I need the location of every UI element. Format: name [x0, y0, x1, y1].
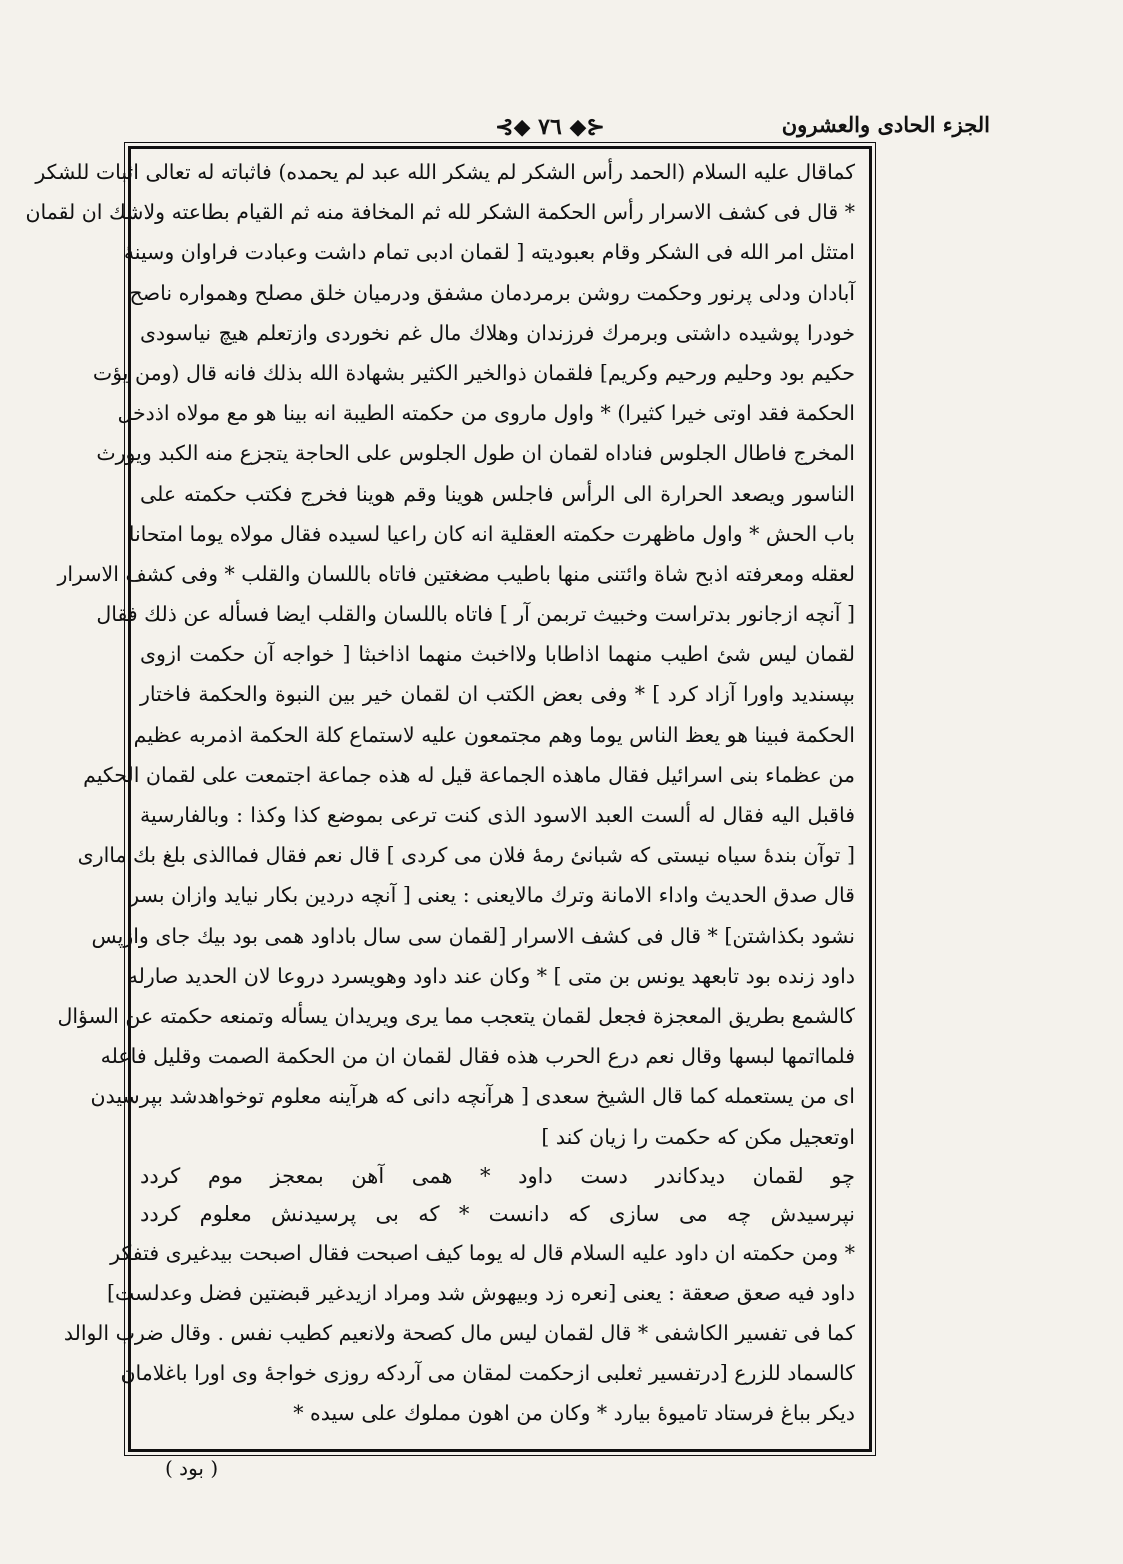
text-line: قال صدق الحديث واداء الامانة وترك مالايعنى : يعنى [ آنچه دردين بكار نيايد وازان بسر: [129, 883, 855, 908]
catchword: ( بود ): [165, 1456, 219, 1480]
text-line: * ومن حكمته ان داود عليه السلام قال له يوما كيف اصبحت فقال اصبحت بيدغيرى فتفكر: [110, 1240, 855, 1265]
text-line: آبادان ودلى پرنور وحكمت روشن برمردمان مشفق ودرميان خلق مصلح وهمواره ناصح: [129, 280, 855, 305]
text-line: الحكمة فبينا هو يعظ الناس يوما وهم مجتمعون عليه لاستماع كلة الحكمة اذمربه عظيم: [133, 722, 855, 747]
text-line: [ توآن بندهٔ سياه نيستى كه شبانئ رمهٔ فلان مى كردى ] قال نعم فقال فماالذى بلغ بك ماارى: [77, 843, 855, 868]
text-line: من عظماء بنى اسرائيل فقال ماهذه الجماعة قيل له هذه جماعة اجتمعت على لقمان الحكيم: [83, 762, 855, 787]
text-line: داود فيه صعق صعقة : يعنى [نعره زد وبيهوش شد ومراد ازيدغير قبضتين فضل وعدلست]: [106, 1280, 855, 1305]
text-line: اى من يستعمله كما قال الشيخ سعدى [ هرآنچه دانى كه هرآينه معلوم توخواهدشد بپرسيدن: [90, 1084, 855, 1109]
text-line: لقمان ليس شئ اطيب منهما اذاطابا ولااخبث منهما اذاخبثا [ خواجه آن حكمت ازوى: [140, 642, 855, 667]
text-line: داود زنده بود تابعهد يونس بن متى ] * وكان عند داود وهويسرد دروعا لان الحديد صارله: [127, 963, 855, 988]
text-line: فلمااتمها لبسها وقال نعم درع الحرب هذه فقال لقمان ان من الحكمة الصمت وقليل فاعله: [100, 1044, 855, 1069]
text-line: كالسماد للزرع [درتفسير ثعلبى ازحكمت لمقان مى آردكه روزى خواجهٔ وى اورا باغلامان: [120, 1361, 855, 1386]
text-line: * قال فى كشف الاسرار رأس الحكمة الشكر لله ثم المخافة منه ثم القيام بطاعته ولاشك ان لقمان: [25, 200, 855, 225]
text-line: كماقال عليه السلام (الحمد رأس الشكر لم يشكر الله عبد لم يحمده) فاثباته له تعالى اثبات للشكر: [35, 160, 855, 184]
text-line: كما فى تفسير الكاشفى * قال لقمان ليس مال كصحة ولانعيم كطيب نفس . وقال ضرب الوالد: [63, 1321, 855, 1346]
text-line: ديكر بباغ فرستاد تاميوهٔ بيارد * وكان من اهون مملوك على سيده *: [293, 1401, 855, 1426]
text-line: باب الحش * واول ماظهرت حكمته العقلية انه كان راعيا لسيده فقال مولاه يوما امتحانا: [128, 521, 855, 546]
text-line: فاقبل اليه فقال له ألست العبد الاسود الذى كنت ترعى بموضع كذا وكذا : وبالفارسية: [140, 803, 855, 827]
text-line: اوتعجيل مكن كه حكمت را زيان كند ]: [541, 1124, 855, 1149]
text-line: كالشمع بطريق المعجزة فجعل لقمان يتعجب مما يرى ويريدان يسأله وتمنعه حكمته عن السؤال: [57, 1003, 855, 1028]
text-line: المخرج فاطال الجلوس فناداه لقمان ان طول الجلوس على الحاجة يتجزع منه الكبد ويورث: [96, 441, 855, 466]
text-line: الناسور ويصعد الحرارة الى الرأس فاجلس هوينا وقم هوينا فخرج فكتب حكمته على: [140, 481, 855, 506]
text-line: خودرا پوشيده داشتى وبرمرك فرزندان وهلاك مال غم نخوردى وازتعلم هيچ نياسودى: [140, 320, 855, 345]
running-title: الجزء الحادى والعشرون: [781, 112, 990, 137]
text-line: بپسنديد واورا آزاد كرد ] * وفى بعض الكتب ان لقمان خير بين النبوة والحكمة فاختار: [140, 682, 855, 707]
page-number: ⊰◆ ٧٦ ◆⊱: [495, 114, 605, 140]
text-line: حكيم بود وحليم ورحيم وكريم] فلقمان ذوالخير الكثير بشهادة الله بذلك فانه قال (ومن يؤت: [92, 360, 855, 385]
text-line: امتثل امر الله فى الشكر وقام بعبوديته [ لقمان ادبى تمام داشت وعبادت فراوان وسينهٔ: [123, 240, 855, 265]
text-line: [ آنچه ازجانور بدتراست وخبيث تربمن آر ] فاتاه باللسان والقلب ايضا فسأله عن ذلك فقال: [96, 602, 855, 627]
page-header: [130, 112, 990, 146]
verse-line: چو لقمان ديدكاندر دست داود * همى آهن بمعجز موم كردد: [140, 1163, 855, 1188]
text-line: لعقله ومعرفته اذبح شاة وائتنى منها باطيب مضغتين فاتاه باللسان والقلب * وفى كشف الاسرار: [57, 561, 855, 586]
main-text: [25, 152, 855, 1434]
verse-line: نپرسيدش چه مى سازى كه دانست * كه بى پرسيدنش معلوم كردد: [140, 1201, 855, 1226]
text-line: الحكمة فقد اوتى خيرا كثيرا) * واول ماروى من حكمته الطيبة انه بينا هو مع مولاه اذدخل: [117, 401, 855, 426]
text-line: نشود بكذاشتن] * قال فى كشف الاسرار [لقمان سى سال باداود همى بود بيك جاى وازپس: [91, 923, 855, 948]
